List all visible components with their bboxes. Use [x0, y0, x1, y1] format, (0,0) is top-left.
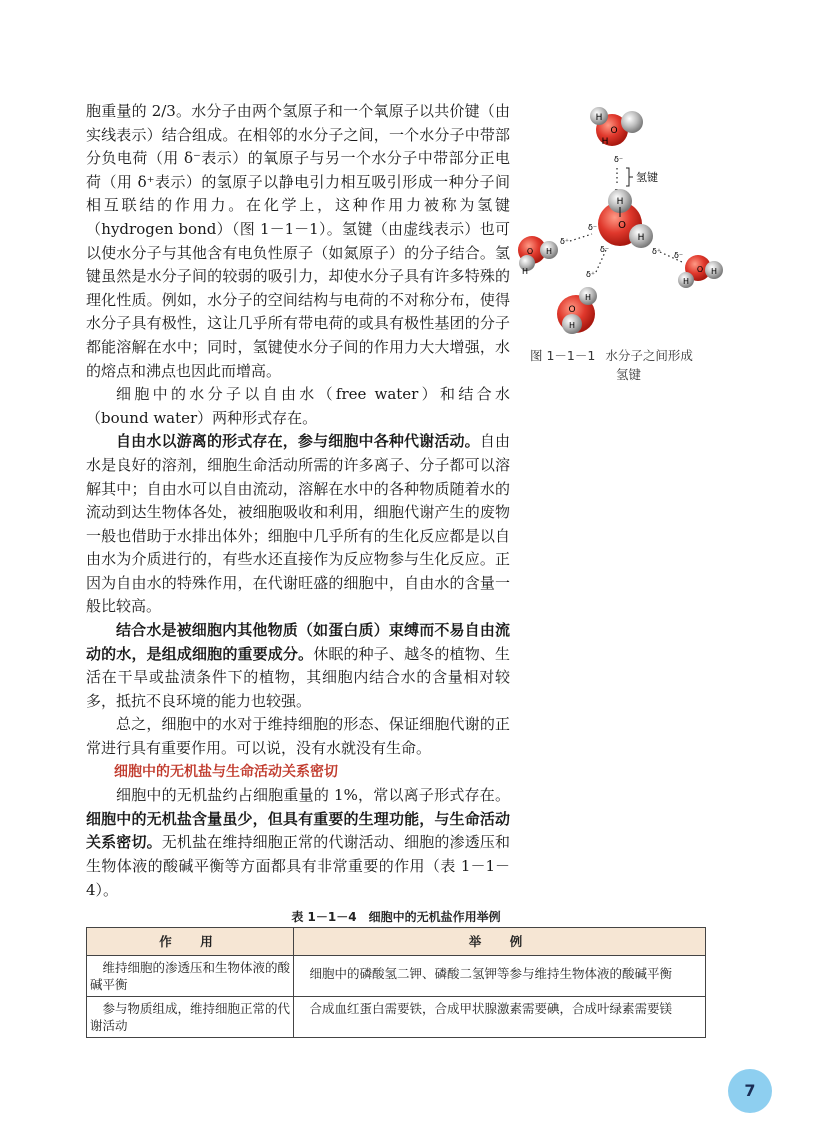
table-cell-function: 参与物质组成，维持细胞正常的代谢活动: [87, 997, 294, 1038]
svg-text:δ⁺: δ⁺: [586, 270, 596, 279]
table-title: 表 1－1－4 细胞中的无机盐作用举例: [291, 910, 501, 924]
water-molecule-center: [598, 189, 653, 248]
table-header-example: 举 例: [294, 928, 706, 956]
table-header-row: [87, 928, 706, 956]
table-cell-function: 维持细胞的渗透压和生物体液的酸碱平衡: [87, 956, 294, 997]
svg-text:H: H: [682, 277, 690, 286]
paragraph-water-forms: 细胞中的水分子以自由水（free water）和结合水（bound water）两种形式存在。: [86, 385, 510, 427]
paragraph-summary: 总之，细胞中的水对于维持细胞的形态、保证细胞代谢的正常进行具有重要作用。可以说，没有水就没有生命。: [86, 715, 510, 758]
svg-text:O: O: [568, 305, 576, 315]
svg-text:H: H: [595, 113, 603, 123]
table-row: [87, 997, 706, 1038]
svg-text:H: H: [710, 267, 718, 276]
svg-text:H: H: [637, 233, 645, 243]
svg-text:δ⁻: δ⁻: [588, 223, 598, 232]
figure-caption-line2: 氢键: [616, 367, 642, 382]
table-cell-example: 细胞中的磷酸氢二钾、磷酸二氢钾等参与维持生物体液的酸碱平衡: [294, 956, 706, 997]
paragraph-free-water: [86, 430, 510, 619]
svg-text:O: O: [610, 126, 618, 136]
table-cell-example: 合成血红蛋白需要铁，合成甲状腺激素需要碘，合成叶绿素需要镁: [294, 997, 706, 1038]
free-water-detail: 自由水是良好的溶剂，细胞生命活动所需的许多离子、分子都可以溶解其中；自由水可以自由流动，溶解在水中的各种物质随着水的流动到达生物体各处，被细胞吸收和利用，细胞代谢产生的废物一般也借助于水排出体外；细胞中几乎所有的生化反应都是以自由水为介质进行的，有些水还直接作为反应物参与生化反应。正因为自由水的特殊作用，在代谢旺盛的细胞中，自由水的含量一般比较高。: [86, 432, 510, 616]
svg-text:O: O: [526, 247, 534, 256]
paragraph-inorganic-salts: [86, 784, 510, 902]
svg-text:δ⁻: δ⁻: [674, 251, 684, 260]
svg-text:δ⁻: δ⁻: [600, 245, 610, 254]
paragraph-bound-water: [86, 619, 510, 713]
water-molecule-top: [590, 107, 643, 147]
svg-text:δ⁻: δ⁻: [614, 155, 624, 164]
salts-detail: 无机盐在维持细胞正常的代谢活动、细胞的渗透压和生物体液的酸碱平衡等方面都具有非常重要的作用（表 1－1－4）。: [86, 833, 510, 899]
svg-text:H: H: [601, 137, 609, 147]
table-header-function: 作 用: [87, 928, 294, 956]
hydrogen-bond-right: [652, 247, 683, 262]
table-row: [87, 956, 706, 997]
svg-text:O: O: [618, 220, 626, 231]
hydrogen-bond-bottom: [586, 245, 609, 279]
svg-text:H: H: [545, 247, 553, 256]
free-water-key-sentence: 自由水以游离的形式存在，参与细胞中各种代谢活动。: [116, 432, 480, 451]
figure-number: 图 1－1－1: [530, 348, 596, 363]
bound-water-detail: 休眠的种子、越冬的植物、生活在干旱或盐渍条件下的植物，其细胞内结合水的含量相对较多，抵抗不良环境的能力也较强。: [86, 644, 510, 710]
svg-text:δ⁺: δ⁺: [652, 247, 662, 256]
salts-intro: 细胞中的无机盐约占细胞重量的 1%，常以离子形式存在。: [116, 786, 510, 805]
svg-text:H: H: [521, 267, 529, 276]
svg-text:O: O: [696, 265, 704, 274]
hydrogen-bond-left: [560, 223, 597, 246]
svg-text:H: H: [616, 197, 624, 207]
svg-text:H: H: [568, 321, 576, 330]
svg-text:δ⁺: δ⁺: [560, 237, 570, 246]
hydrogen-bond-label: 氢键: [636, 171, 658, 184]
water-molecule-left: [518, 236, 558, 276]
svg-text:H: H: [584, 293, 592, 302]
water-molecule-bottom: [557, 287, 597, 334]
section-title: 细胞中的无机盐与生命活动关系密切: [114, 763, 338, 780]
bound-water-key-sentence: 结合水是被细胞内其他物质（如蛋白质）束缚而不易自由流动的水，是组成细胞的重要成分。: [86, 621, 510, 663]
paragraph-water-structure: 胞重量的 2/3。水分子由两个氢原子和一个氧原子以共价键（由实线表示）结合组成。在相邻的水分子之间，一个水分子中带部分负电荷（用 δ⁻表示）的氧原子与另一个水分子中带部分正电荷（用 δ⁺表示）的氢原子以静电引力相互吸引形成一种分子间相互联结的作用力。在化学上，这种作用力被称为氢键（hydrogen bond）（图 1－1－1）。氢键（由虚线表示）也可以使水分子与其他含有电负性原子（如氮原子）的分子结合。氢键虽然是水分子间的较弱的吸引力，却使水分子具有许多特殊的理化性质。例如，水分子的空间结构与电荷的不对称分布，使得水分子具有极性，这让几乎所有带电荷的或具有极性基团的分子都能溶解在水中；同时，氢键使水分子间的作用力大大增强，水的熔点和沸点也因此而增高。: [86, 102, 510, 380]
figure-caption-line1: 水分子之间形成: [605, 348, 693, 363]
salts-key-sentence: 细胞中的无机盐含量虽少，但具有重要的生理功能，与生命活动关系密切。: [86, 809, 510, 852]
figure-caption: [530, 346, 730, 384]
water-molecule-right: [678, 255, 723, 288]
inorganic-salts-table: [86, 927, 706, 1038]
page-number-badge: 7: [728, 1069, 772, 1113]
main-text-column: [86, 100, 510, 902]
